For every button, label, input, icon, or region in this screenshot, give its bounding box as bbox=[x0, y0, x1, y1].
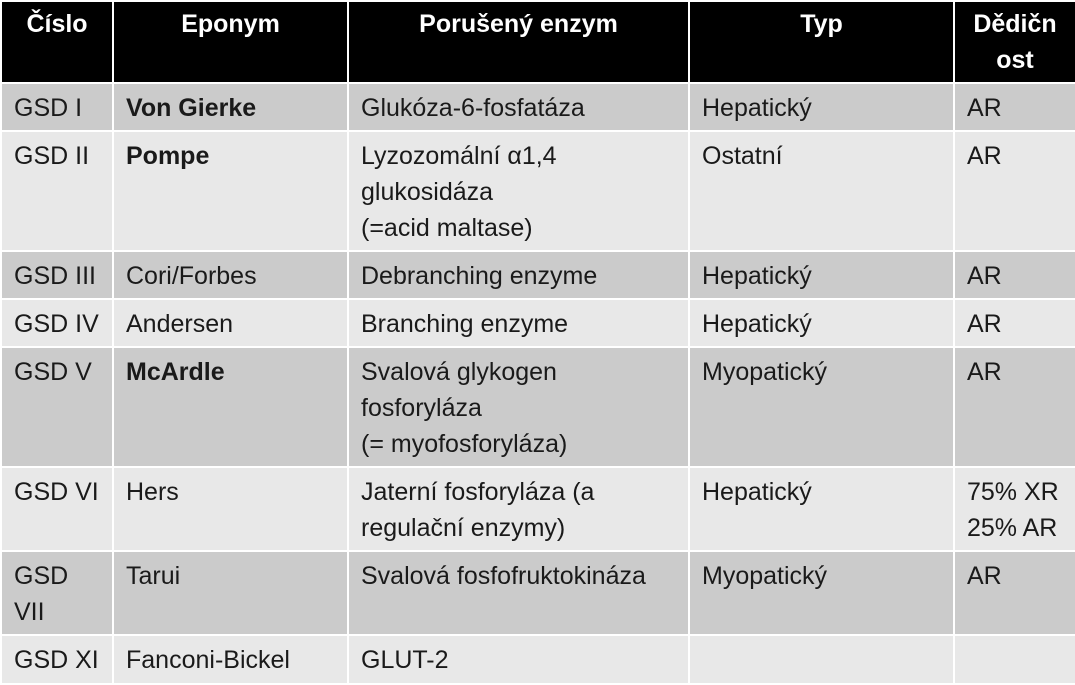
header-dedicnost-line-1: Dědičn bbox=[973, 10, 1057, 38]
table-body bbox=[1, 83, 1075, 684]
cell-enzym bbox=[348, 551, 689, 635]
table-row bbox=[1, 347, 1075, 467]
cell-enzym-line: Debranching enzyme bbox=[361, 262, 598, 290]
cell-enzym-line: Glukóza-6-fosfatáza bbox=[361, 94, 585, 122]
cell-cislo bbox=[1, 251, 113, 299]
cell-enzym bbox=[348, 299, 689, 347]
table-row bbox=[1, 467, 1075, 551]
cell-eponym: Hers bbox=[113, 467, 348, 551]
cell-typ: Hepatický bbox=[689, 251, 954, 299]
cell-enzym-line: (=acid maltase) bbox=[361, 214, 533, 242]
cell-enzym-line: glukosidáza bbox=[361, 178, 494, 206]
cell-typ: Hepatický bbox=[689, 83, 954, 131]
cell-dedicnost bbox=[954, 131, 1075, 251]
cell-enzym-line: regulační enzymy) bbox=[361, 514, 566, 542]
header-enzym: Porušený enzym bbox=[348, 1, 689, 83]
table-row bbox=[1, 635, 1075, 684]
cell-cislo-line: GSD XI bbox=[14, 646, 99, 674]
cell-cislo bbox=[1, 551, 113, 635]
cell-dedicnost bbox=[954, 635, 1075, 684]
header-dedicnost bbox=[954, 1, 1075, 83]
cell-dedicnost-line: AR bbox=[967, 562, 1002, 590]
cell-cislo-line: GSD bbox=[14, 562, 69, 590]
cell-dedicnost-line: 75% XR bbox=[967, 478, 1059, 506]
cell-dedicnost-line: AR bbox=[967, 358, 1002, 386]
cell-typ: Myopatický bbox=[689, 347, 954, 467]
table-row bbox=[1, 299, 1075, 347]
cell-enzym-line: (= myofosforyláza) bbox=[361, 430, 568, 458]
cell-enzym bbox=[348, 347, 689, 467]
cell-cislo bbox=[1, 299, 113, 347]
cell-eponym: Andersen bbox=[113, 299, 348, 347]
cell-enzym-line: Jaterní fosforyláza (a bbox=[361, 478, 595, 506]
cell-cislo bbox=[1, 635, 113, 684]
cell-dedicnost bbox=[954, 551, 1075, 635]
cell-enzym-line: fosforyláza bbox=[361, 394, 482, 422]
cell-enzym-line: Svalová fosfofruktokináza bbox=[361, 562, 646, 590]
cell-cislo-line: GSD IV bbox=[14, 310, 99, 338]
cell-enzym-line: Lyzozomální α1,4 bbox=[361, 142, 557, 170]
table-row bbox=[1, 131, 1075, 251]
cell-cislo-line: GSD I bbox=[14, 94, 83, 122]
cell-typ: Myopatický bbox=[689, 551, 954, 635]
cell-dedicnost bbox=[954, 347, 1075, 467]
cell-cislo bbox=[1, 347, 113, 467]
header-cislo: Číslo bbox=[1, 1, 113, 83]
table-row bbox=[1, 251, 1075, 299]
cell-cislo-line: GSD V bbox=[14, 358, 92, 386]
cell-cislo bbox=[1, 131, 113, 251]
cell-dedicnost bbox=[954, 299, 1075, 347]
header-typ: Typ bbox=[689, 1, 954, 83]
cell-dedicnost bbox=[954, 467, 1075, 551]
cell-cislo bbox=[1, 467, 113, 551]
cell-enzym-line: GLUT-2 bbox=[361, 646, 449, 674]
cell-enzym bbox=[348, 251, 689, 299]
cell-cislo-line: GSD VI bbox=[14, 478, 99, 506]
cell-cislo bbox=[1, 83, 113, 131]
cell-typ: Hepatický bbox=[689, 467, 954, 551]
header-dedicnost-line-2: ost bbox=[996, 46, 1034, 74]
cell-dedicnost-line: AR bbox=[967, 262, 1002, 290]
cell-typ: Hepatický bbox=[689, 299, 954, 347]
cell-dedicnost bbox=[954, 83, 1075, 131]
header-eponym: Eponym bbox=[113, 1, 348, 83]
cell-eponym: Fanconi-Bickel bbox=[113, 635, 348, 684]
cell-enzym bbox=[348, 83, 689, 131]
cell-eponym: Cori/Forbes bbox=[113, 251, 348, 299]
cell-dedicnost-line: 25% AR bbox=[967, 514, 1058, 542]
cell-cislo-line: GSD III bbox=[14, 262, 96, 290]
cell-dedicnost-line: AR bbox=[967, 94, 1002, 122]
table-row bbox=[1, 83, 1075, 131]
header-row bbox=[1, 1, 1075, 83]
cell-eponym: Tarui bbox=[113, 551, 348, 635]
table-row bbox=[1, 551, 1075, 635]
cell-eponym: Von Gierke bbox=[113, 83, 348, 131]
cell-cislo-line: GSD II bbox=[14, 142, 90, 170]
cell-dedicnost-line: AR bbox=[967, 142, 1002, 170]
cell-eponym: McArdle bbox=[113, 347, 348, 467]
cell-cislo-line: VII bbox=[14, 598, 45, 626]
cell-enzym bbox=[348, 635, 689, 684]
cell-enzym bbox=[348, 467, 689, 551]
cell-typ bbox=[689, 635, 954, 684]
cell-dedicnost bbox=[954, 251, 1075, 299]
cell-typ: Ostatní bbox=[689, 131, 954, 251]
cell-eponym: Pompe bbox=[113, 131, 348, 251]
cell-enzym-line: Svalová glykogen bbox=[361, 358, 557, 386]
cell-dedicnost-line: AR bbox=[967, 310, 1002, 338]
cell-enzym-line: Branching enzyme bbox=[361, 310, 569, 338]
cell-enzym bbox=[348, 131, 689, 251]
